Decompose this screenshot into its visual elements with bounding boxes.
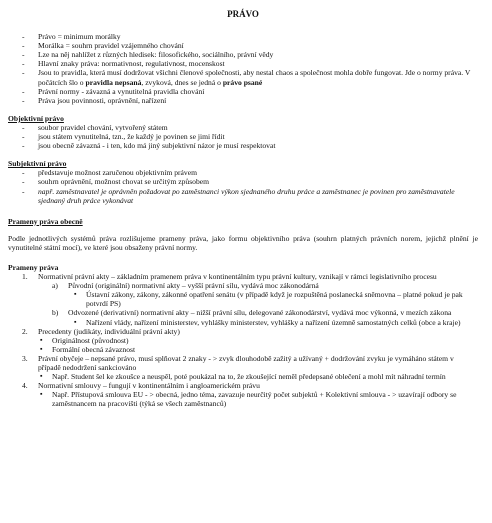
section-heading-sources: Prameny práva obecně — [8, 216, 83, 226]
sources-list — [8, 272, 478, 408]
bullet-item: ▪ Např. Přístupová smlouva EU - > obecná, jedno téma, zavazuje neurčitý počet subjektů + Kolektivní smlouva - > uzavírají odbory se zaměstnancem na pracovišti (týká se všech zaměstnanců) — [8, 390, 478, 408]
list-item: - Právo = minimum morálky — [8, 32, 478, 41]
numbered-item — [8, 327, 478, 336]
sub-item-marker: a) — [52, 281, 58, 291]
list-item-text: Jsou to pravidla, která musí dodržovat všichni členové společnosti, aby nestal chaos a společnost mohla dobře fungovat. Jde o normy práva. V počátcích šlo o — [38, 68, 471, 87]
section-heading-objective: Objektivní právo — [8, 113, 64, 123]
item-text: Normativní smlouvy – fungují v kontinentálním i angloamerickém právu — [38, 381, 260, 391]
item-text: Precedenty (judikáty, individuální právní akty) — [38, 326, 180, 336]
list-item: - souhrn oprávnění, možnost chovat se určitým způsobem — [8, 177, 478, 186]
bullet-item: ▪ Nařízení vlády, nařízení ministerstev, vyhlášky ministerstev, vyhlášky a nařízení územně samostatných celků (obce a kraje) — [8, 318, 478, 327]
section-heading-subjective: Subjektivní právo — [8, 159, 67, 169]
sub-item-text: Odvozené (derivativní) normativní akty – nižší právní sílu, delegované zákonodárství, vydává moc výkonná, v mezích zákona — [68, 308, 452, 318]
subjective-list — [8, 168, 478, 204]
sub-item-marker: b) — [52, 308, 59, 318]
sources-paragraph: Podle jednotlivých systémů práva rozlišujeme prameny práva, jako formu objektivního práva (souhrn platných právních norem, jejichž plnění je vynutitelné státní mocí), ve které jsou obsaženy právní normy. — [8, 233, 478, 252]
objective-list — [8, 123, 478, 150]
list-item: - Právní normy - závazná a vynutitelná pravidla chování — [8, 87, 478, 96]
section-subheading-sources: Prameny práva — [8, 262, 59, 272]
item-number: 3. — [22, 353, 28, 363]
list-item-text: , zvyková, dnes se jedná o — [141, 77, 221, 87]
item-number: 1. — [22, 272, 28, 282]
item-text: Právní obyčeje – nepsané právo, musí splňovat 2 znaky - > zvyk dlouhodobě zažitý a užívaný + dodržování zvyku je vymáháno státem v případě nedodržení sankciováno — [38, 353, 454, 372]
bullet-item: ▪ Formální obecná závaznost — [8, 345, 478, 354]
numbered-item — [8, 272, 478, 281]
sub-item-text: Původní (originální) normativní akty – vyšší právní sílu, vydává moc zákonodárná — [68, 281, 319, 291]
list-item: - Lze na něj nahlížet z různých hledisek: filosofického, sociálního, právní vědy — [8, 50, 478, 59]
list-item: - jsou obecně závazná - i ten, kdo má jiný subjektivní názor je musí respektovat — [8, 141, 478, 150]
numbered-item — [8, 354, 478, 372]
list-item: - Práva jsou povinnosti, oprávnění, nařízení — [8, 96, 478, 105]
page-title: PRÁVO — [227, 9, 259, 19]
intro-list — [8, 32, 478, 105]
item-number: 2. — [22, 326, 28, 336]
sub-item — [8, 308, 478, 317]
bold-term: právo psané — [222, 77, 263, 87]
list-item: - Morálka = souhrn pravidel vzájemného chování — [8, 41, 478, 50]
list-item: - soubor pravidel chování, vytvořený státem — [8, 123, 478, 132]
bullet-item: ▪ Např. Student šel ke zkoušce a neuspěl, poté poukázal na to, že zkoušející neměl předepsané oblečení a mohl mít náhradní termín — [8, 372, 478, 381]
sub-item — [8, 281, 478, 290]
bold-term: pravidla nepsaná — [85, 77, 142, 87]
numbered-item — [8, 381, 478, 390]
bullet-item: ▪ Ústavní zákony, zákony, zákonné opatření senátu (v případě když je rozpuštěná poslanecká sněmovna – platné pokud je pak potvrdí PS) — [8, 290, 478, 308]
list-item: - představuje možnost zaručenou objektivním právem — [8, 168, 478, 177]
bullet-item: ▪ Originálnost (původnost) — [8, 336, 478, 345]
list-item: - např. zaměstnavatel je oprávněn požadovat po zaměstnanci výkon sjednaného druhu práce a zaměstnanec je povinen pro zaměstnavatele sjednaný druh práce vykonávat — [8, 187, 478, 205]
list-item: - Hlavní znaky práva: normativnost, regulativnost, mocenskost — [8, 59, 478, 68]
item-number: 4. — [22, 381, 28, 391]
item-text: Normativní právní akty – základním pramenem práva v kontinentálním typu právní kultury, vznikají v rámci legislativního procesu — [38, 272, 437, 282]
list-item: - jsou státem vynutitelná, tzn., že každý je povinen se jimi řídit — [8, 132, 478, 141]
list-item — [8, 68, 478, 86]
